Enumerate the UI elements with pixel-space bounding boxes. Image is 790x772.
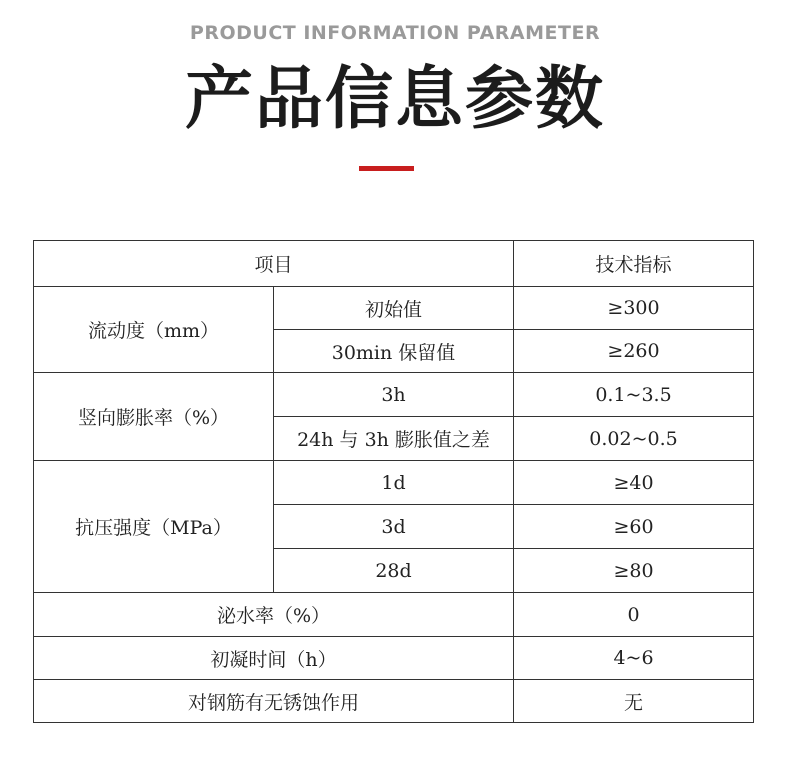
table-header-row bbox=[34, 241, 754, 287]
title-accent-divider bbox=[359, 166, 414, 171]
bleeding-value: 0 bbox=[514, 593, 754, 637]
setting-label-cell: 初凝时间（h） bbox=[34, 637, 514, 680]
setting-value: 4~6 bbox=[514, 637, 754, 680]
flow-retain-value: ≥260 bbox=[514, 330, 754, 373]
header-item-cell: 项目 bbox=[34, 241, 514, 287]
expansion-diff-value: 0.02~0.5 bbox=[514, 417, 754, 461]
flow-initial-value: ≥300 bbox=[514, 287, 754, 330]
flow-initial-label: 初始值 bbox=[274, 287, 514, 330]
spec-table bbox=[33, 240, 754, 723]
expansion-3h-label: 3h bbox=[274, 373, 514, 417]
expansion-diff-label: 24h 与 3h 膨胀值之差 bbox=[274, 417, 514, 461]
header-spec-cell: 技术指标 bbox=[514, 241, 754, 287]
table-row bbox=[34, 593, 754, 637]
strength-1d-label: 1d bbox=[274, 461, 514, 505]
flow-label-cell: 流动度（mm） bbox=[34, 287, 274, 373]
strength-3d-value: ≥60 bbox=[514, 505, 754, 549]
table-row bbox=[34, 680, 754, 723]
page-title: 产品信息参数 bbox=[184, 60, 605, 139]
flow-retain-label: 30min 保留值 bbox=[274, 330, 514, 373]
table-row bbox=[34, 373, 754, 417]
strength-28d-value: ≥80 bbox=[514, 549, 754, 593]
page-subtitle: PRODUCT INFORMATION PARAMETER bbox=[189, 22, 601, 44]
corrosion-value: 无 bbox=[514, 680, 754, 723]
expansion-3h-value: 0.1~3.5 bbox=[514, 373, 754, 417]
strength-28d-label: 28d bbox=[274, 549, 514, 593]
table-row bbox=[34, 637, 754, 680]
table-row bbox=[34, 461, 754, 505]
strength-label-cell: 抗压强度（MPa） bbox=[34, 461, 274, 593]
expansion-label-cell: 竖向膨胀率（%） bbox=[34, 373, 274, 461]
strength-3d-label: 3d bbox=[274, 505, 514, 549]
table-row bbox=[34, 287, 754, 330]
strength-1d-value: ≥40 bbox=[514, 461, 754, 505]
bleeding-label-cell: 泌水率（%） bbox=[34, 593, 514, 637]
corrosion-label-cell: 对钢筋有无锈蚀作用 bbox=[34, 680, 514, 723]
